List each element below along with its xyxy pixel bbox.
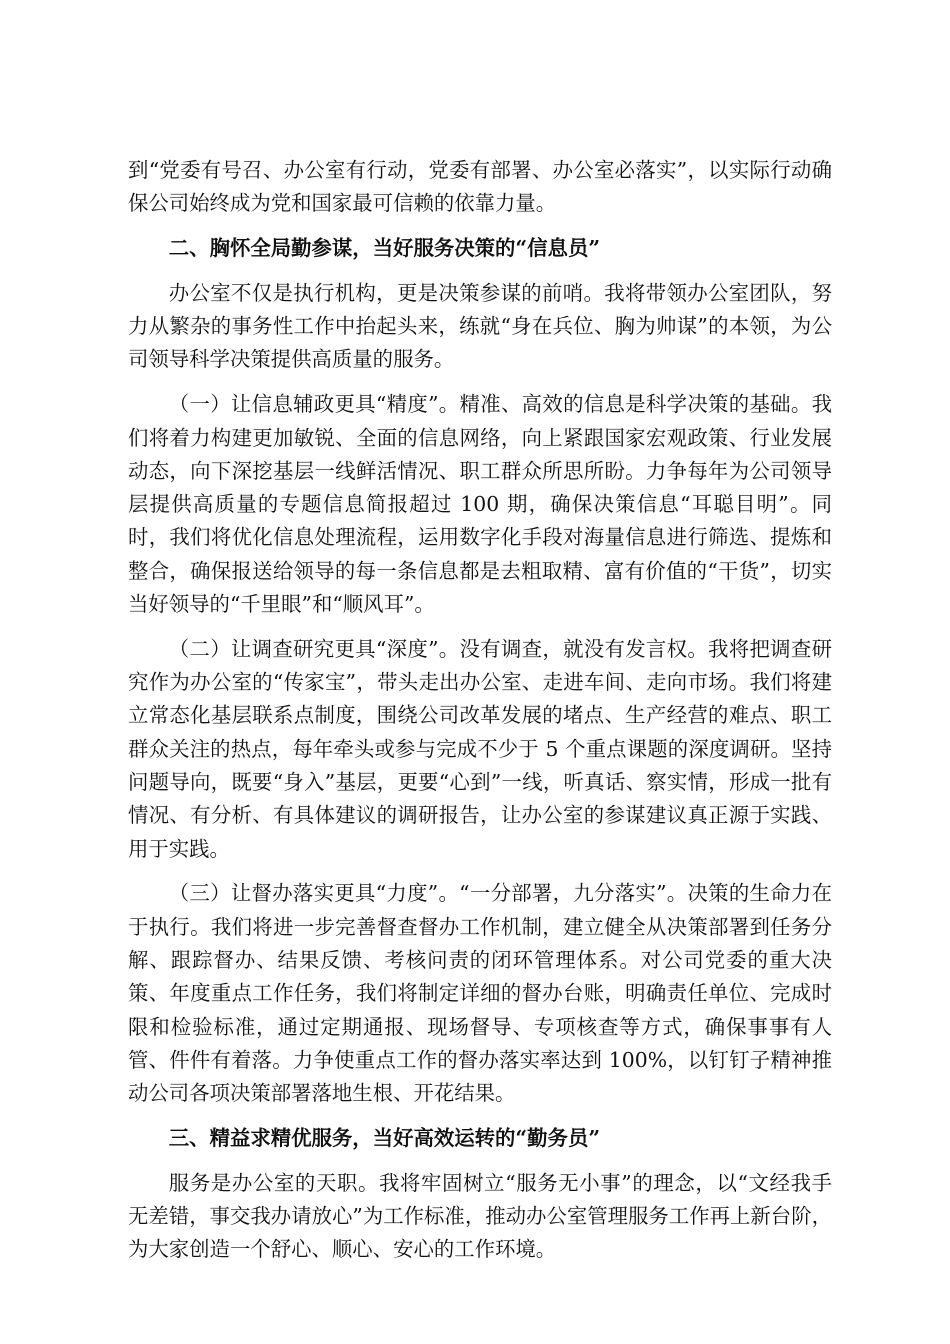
body-paragraph-supervision-strength: （三）让督办落实更具“力度”。“一分部署，九分落实”。决策的生命力在于执行。我们将进一步完善督查督办工作机制，建立健全从决策部署到任务分解、跟踪督办、结果反馈、考核问责的闭环管理体系。对公司党委的重大决策、年度重点工作任务，我们将制定详细的督办台账，明确责任单位、完成时限和检验标准，通过定期通报、现场督导、专项核查等方式，确保事事有人管、件件有着落。力争使重点工作的督办落实率达到 100%，以钉钉子精神推动公司各项决策部署落地生根、开花结果。 xyxy=(128,881,832,1106)
body-paragraph-research-depth: （二）让调查研究更具“深度”。没有调查，就没有发言权。我将把调查研究作为办公室的“传家宝”，带头走出办公室、走进车间、走向市场。我们将建立常态化基层联系点制度，围绕公司改革发展的堵点、生产经营的难点、职工群众关注的热点，每年牵头或参与完成不少于 5 个重点课题的深度调研。坚持问题导向，既要“身入”基层，更要“心到”一线，听真话、察实情，形成一批有情况、有分析、有具体建议的调研报告，让办公室的参谋建议真正源于实践、用于实践。 xyxy=(128,636,832,861)
body-paragraph-info-precision: （一）让信息辅政更具“精度”。精准、高效的信息是科学决策的基础。我们将着力构建更加敏锐、全面的信息网络，向上紧跟国家宏观政策、行业发展动态，向下深挖基层一线鲜活情况、职工群众所思所盼。力争每年为公司领导层提供高质量的专题信息简报超过 100 期，确保决策信息“耳聪目明”。同时，我们将优化信息处理流程，运用数字化手段对海量信息进行筛选、提炼和整合，确保报送给领导的每一条信息都是去粗取精、富有价值的“干货”，切实当好领导的“千里眼”和“顺风耳”。 xyxy=(128,392,832,617)
body-paragraph-service: 服务是办公室的天职。我将牢固树立“服务无小事”的理念，以“文经我手无差错，事交我办请放心”为工作标准，推动办公室管理服务工作再上新台阶，为大家创造一个舒心、顺心、安心的工作环境。 xyxy=(128,1170,832,1262)
continuation-paragraph: 到“党委有号召、办公室有行动，党委有部署、办公室必落实”，以实际行动确保公司始终成为党和国家最可信赖的依靠力量。 xyxy=(128,158,832,216)
body-paragraph-intro: 办公室不仅是执行机构，更是决策参谋的前哨。我将带领办公室团队，努力从繁杂的事务性工作中抬起头来，练就“身在兵位、胸为帅谋”的本领，为公司领导科学决策提供高质量的服务。 xyxy=(128,280,832,372)
section-heading-3: 三、精益求精优服务，当好高效运转的“勤务员” xyxy=(168,1126,601,1151)
section-heading-2: 二、胸怀全局勤参谋，当好服务决策的“信息员” xyxy=(168,236,601,261)
document-page xyxy=(128,154,832,1278)
